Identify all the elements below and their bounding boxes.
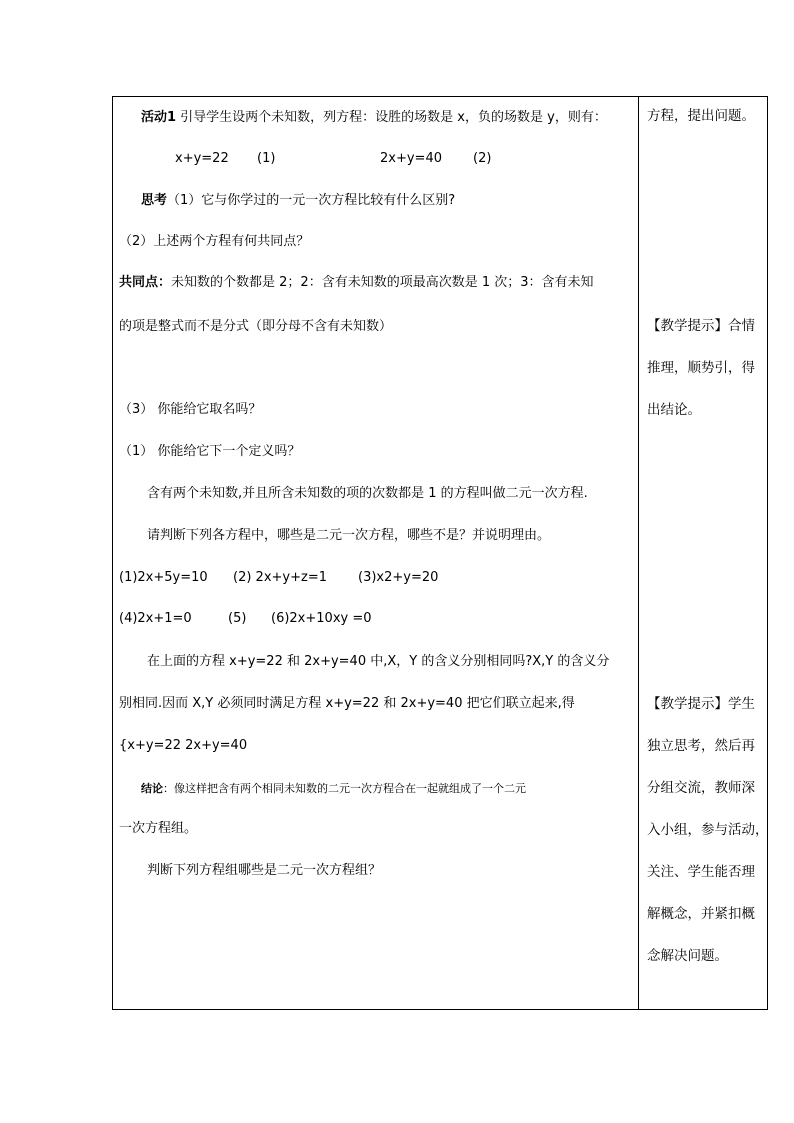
activity-label: 活动1 <box>141 110 177 125</box>
question-3: （3） 你能给它取名吗？ <box>119 402 262 417</box>
compare-line-1: 在上面的方程 x+y=22 和 2x+y=40 中,X，Y 的含义分别相同吗?X,Y 的含义分 <box>147 654 610 669</box>
side-note-10: 解概念，并紧扣概 <box>647 906 755 922</box>
judge-intro: 请判断下列各方程中，哪些是二元一次方程，哪些不是？并说明理由。 <box>147 528 551 543</box>
question-2: （2）上述两个方程有何共同点？ <box>119 234 310 249</box>
side-note-1: 方程，提出问题。 <box>647 108 755 124</box>
example-4: (4)2x+1=0 <box>119 611 192 626</box>
equation-1-number: (1) <box>257 151 276 166</box>
side-note-7: 分组交流，教师深 <box>647 780 755 796</box>
common-label: 共同点： <box>119 275 172 290</box>
activity-text: 引导学生设两个未知数，列方程：设胜的场数是 x，负的场数是 y，则有： <box>176 110 607 125</box>
definition: 含有两个未知数,并且所含未知数的项的次数都是 1 的方程叫做二元一次方程. <box>147 486 588 501</box>
example-3: (3)x2+y=20 <box>358 570 439 585</box>
compare-line-2: 别相同.因而 X,Y 必须同时满足方程 x+y=22 和 2x+y=40 把它们联立起来,得 <box>119 696 575 711</box>
think-line <box>141 193 455 209</box>
equation-system: {x+y=22 2x+y=40 <box>119 738 248 753</box>
conclusion-text-1: ：像这样把含有两个相同未知数的二元一次方程合在一起就组成了一个二元 <box>163 782 526 795</box>
example-5: (5) <box>228 611 247 626</box>
side-note-2: 【教学提示】合情 <box>647 318 755 334</box>
question-4: （1） 你能给它下一个定义吗？ <box>119 444 301 459</box>
judge-systems: 判断下列方程组哪些是二元一次方程组？ <box>147 863 382 878</box>
lesson-table <box>112 96 768 1010</box>
think-text: （1）它与你学过的一元一次方程比较有什么区别? <box>167 193 456 208</box>
activity-line <box>141 110 607 126</box>
side-note-4: 出结论。 <box>647 402 701 418</box>
common-line-1 <box>119 275 594 291</box>
side-note-11: 念解决问题。 <box>647 948 728 964</box>
side-note-9: 关注、学生能否理 <box>647 864 755 880</box>
example-6: (6)2x+10xy =0 <box>271 611 372 626</box>
column-divider <box>638 97 639 1009</box>
equation-2-number: (2) <box>473 151 492 166</box>
conclusion-label: 结论 <box>141 782 163 795</box>
common-text-1: 未知数的个数都是 2；2：含有未知数的项最高次数是 1 次；3：含有未知 <box>171 275 594 290</box>
side-note-6: 独立思考，然后再 <box>647 738 755 754</box>
equation-1: x+y=22 <box>175 151 229 166</box>
example-2: (2) 2x+y+z=1 <box>233 570 327 585</box>
equation-2: 2x+y=40 <box>380 151 442 166</box>
side-note-8: 入小组，参与活动， <box>647 822 769 838</box>
example-1: (1)2x+5y=10 <box>119 570 208 585</box>
side-note-3: 推理，顺势引，得 <box>647 360 755 376</box>
side-note-5: 【教学提示】学生 <box>647 696 755 712</box>
conclusion-line-1 <box>141 781 526 797</box>
common-line-2: 的项是整式而不是分式（即分母不含有未知数） <box>119 319 393 334</box>
think-label: 思考 <box>141 193 168 208</box>
conclusion-line-2: 一次方程组。 <box>119 821 198 836</box>
